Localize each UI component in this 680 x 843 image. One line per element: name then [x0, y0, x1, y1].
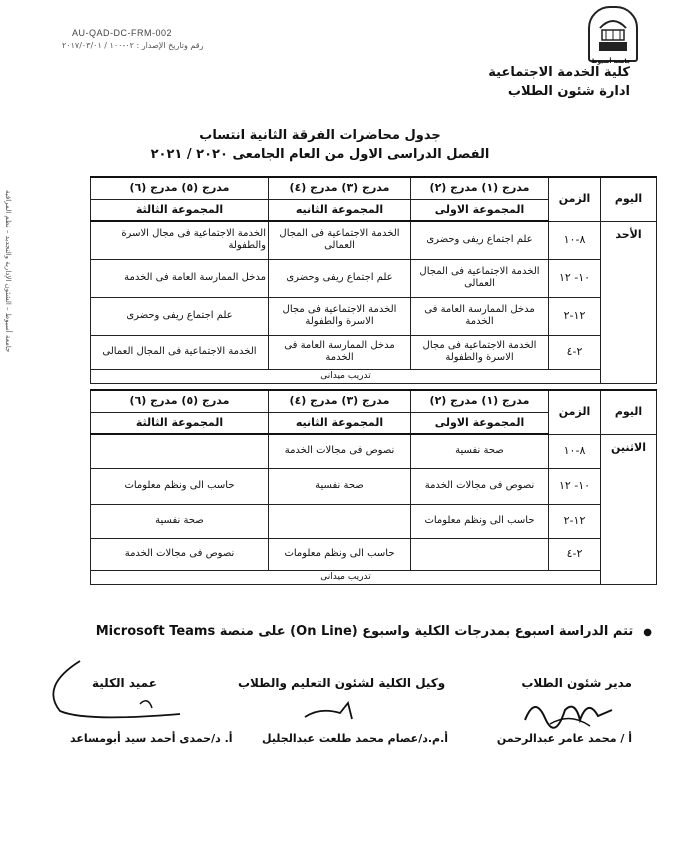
- cell-group-1: علم اجتماع ريفى وحضرى: [411, 221, 549, 259]
- header-day: اليوم: [601, 177, 657, 221]
- cell-group-2: مدخل الممارسة العامة فى الخدمة: [269, 335, 411, 369]
- table-row: [91, 538, 657, 570]
- time-slot: ١٢-٢: [549, 297, 601, 335]
- table-row: [91, 335, 657, 369]
- cell-group-1: حاسب الى ونظم معلومات: [411, 504, 549, 538]
- header-hall-2: مدرج (٣) مدرج (٤): [269, 390, 411, 412]
- form-code: AU-QAD-DC-FRM-002: [72, 28, 173, 38]
- note-text: تتم الدراسة اسبوع بمدرجات الكلية واسبوع (On Line) على منصة Microsoft Teams: [95, 624, 634, 639]
- cell-group-3: حاسب الى ونظم معلومات: [91, 468, 269, 504]
- sunday-schedule-table: [90, 176, 657, 384]
- university-logo: [588, 6, 638, 62]
- signature-mark-2: [300, 695, 370, 725]
- cell-group-3: الخدمة الاجتماعية فى مجال الاسرة والطفولة: [91, 221, 269, 259]
- day-label: الأحد: [601, 221, 657, 383]
- header-group-2: المجموعة الثانيه: [269, 199, 411, 221]
- cell-group-1: الخدمة الاجتماعية فى مجال الاسرة والطفولة: [411, 335, 549, 369]
- table-row: [91, 221, 657, 259]
- cell-group-3: [91, 434, 269, 468]
- cell-group-1: [411, 538, 549, 570]
- schedule-title: جدول محاضرات الفرقة الثانية انتساب: [199, 128, 441, 143]
- time-slot: ٨-١٠: [549, 434, 601, 468]
- table-row: [91, 504, 657, 538]
- time-slot: ١٠- ١٢: [549, 259, 601, 297]
- header-day: اليوم: [601, 390, 657, 434]
- time-slot: ٢-٤: [549, 335, 601, 369]
- cell-group-3: نصوص فى مجالات الخدمة: [91, 538, 269, 570]
- signature-title-2: وكيل الكلية لشئون التعليم والطلاب: [238, 676, 446, 690]
- cell-group-3: الخدمة الاجتماعية فى المجال العمالى: [91, 335, 269, 369]
- monday-schedule-table: [90, 389, 657, 585]
- cell-group-1: الخدمة الاجتماعية فى المجال العمالى: [411, 259, 549, 297]
- cell-group-3: مدخل الممارسة العامة فى الخدمة: [91, 259, 269, 297]
- time-slot: ٨-١٠: [549, 221, 601, 259]
- cell-group-1: صحة نفسية: [411, 434, 549, 468]
- signature-title-3: عميد الكلية: [92, 676, 157, 690]
- signature-title-1: مدير شئون الطلاب: [521, 676, 632, 690]
- bullet-icon: ●: [643, 627, 652, 638]
- college-name: كلية الخدمة الاجتماعية: [488, 65, 630, 80]
- field-training: تدريب ميدانى: [91, 570, 601, 584]
- department-name: ادارة شئون الطلاب: [507, 84, 630, 99]
- header-group-1: المجموعة الاولى: [411, 412, 549, 434]
- logo-caption: جامعة أسيوط: [591, 58, 631, 65]
- table-row: [91, 259, 657, 297]
- header-group-2: المجموعة الثانيه: [269, 412, 411, 434]
- form-issue-date: رقم وتاريخ الإصدار : ٠٢-١٠٠ / ٢٠١٧/٠٣/٠١: [62, 41, 204, 50]
- table-row: [91, 570, 657, 584]
- cell-group-2: الخدمة الاجتماعية فى مجال الاسرة والطفولة: [269, 297, 411, 335]
- header-time: الزمن: [549, 177, 601, 221]
- table-row: [91, 297, 657, 335]
- signature-name-2: أ.م.د/عصام محمد طلعت عبدالجليل: [262, 732, 449, 745]
- table-row: [91, 468, 657, 504]
- day-label: الاثنين: [601, 434, 657, 584]
- semester-title: الفصل الدراسى الاول من العام الجامعى ٢٠٢٠ / ٢٠٢١: [150, 147, 490, 162]
- signature-name-1: أ / محمد عامر عبدالرحمن: [496, 732, 632, 745]
- header-hall-1: مدرج (١) مدرج (٢): [411, 177, 549, 199]
- cell-group-3: صحة نفسية: [91, 504, 269, 538]
- table-row: [91, 369, 657, 383]
- header-hall-2: مدرج (٣) مدرج (٤): [269, 177, 411, 199]
- cell-group-2: نصوص فى مجالات الخدمة: [269, 434, 411, 468]
- time-slot: ١٠- ١٢: [549, 468, 601, 504]
- cell-group-2: الخدمة الاجتماعية فى المجال العمالى: [269, 221, 411, 259]
- time-slot: ٢-٤: [549, 538, 601, 570]
- cell-group-2: صحة نفسية: [269, 468, 411, 504]
- header-group-1: المجموعة الاولى: [411, 199, 549, 221]
- header-hall-1: مدرج (١) مدرج (٢): [411, 390, 549, 412]
- cell-group-1: نصوص فى مجالات الخدمة: [411, 468, 549, 504]
- cell-group-3: علم اجتماع ريفى وحضرى: [91, 297, 269, 335]
- header-group-3: المجموعة الثالثة: [91, 412, 269, 434]
- study-mode-note: [72, 624, 652, 639]
- time-slot: ١٢-٢: [549, 504, 601, 538]
- signature-mark-3: [40, 656, 190, 726]
- table-row: [91, 434, 657, 468]
- header-time: الزمن: [549, 390, 601, 434]
- signature-name-3: أ. د/حمدى أحمد سيد أبومساعد: [70, 732, 233, 745]
- cell-group-1: مدخل الممارسة العامة فى الخدمة: [411, 297, 549, 335]
- margin-stamp-text: جامعة أسيوط – الشئون الإدارية والتجديد – نظم المراقبة: [4, 190, 12, 353]
- signature-mark-1: [520, 690, 620, 732]
- header-hall-3: مدرج (٥) مدرج (٦): [91, 177, 269, 199]
- cell-group-2: [269, 504, 411, 538]
- field-training: تدريب ميدانى: [91, 369, 601, 383]
- cell-group-2: حاسب الى ونظم معلومات: [269, 538, 411, 570]
- cell-group-2: علم اجتماع ريفى وحضرى: [269, 259, 411, 297]
- header-group-3: المجموعة الثالثة: [91, 199, 269, 221]
- logo-emblem-icon: [594, 14, 632, 54]
- header-hall-3: مدرج (٥) مدرج (٦): [91, 390, 269, 412]
